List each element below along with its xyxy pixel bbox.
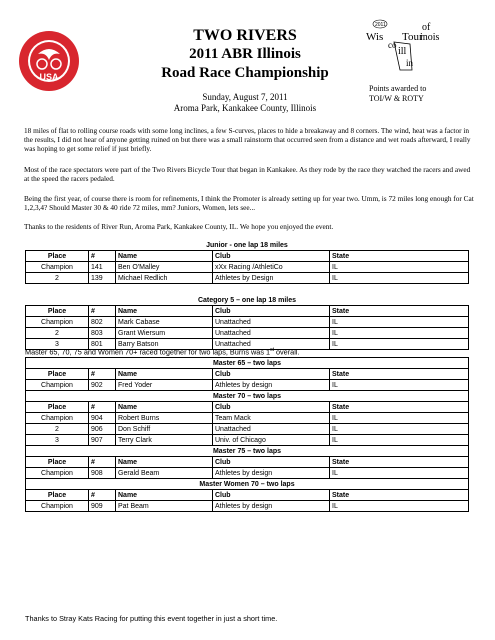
table-header-row: Place # Name Club State: [26, 402, 469, 413]
table-caption: Master Women 70 – two laps: [26, 479, 469, 490]
table-header-row: Place # Name Club State: [26, 490, 469, 501]
wisconsin-tour-of-illinois-logo: [364, 18, 444, 82]
event-name: Road Race Championship: [161, 65, 329, 81]
paragraph-thanks-residents: Thanks to the residents of River Run, Aroma Park, Kankakee County, IL. We hope you enjoyed the event.: [24, 222, 334, 231]
table-row: 2 906 Don Schiff Unattached IL: [26, 424, 469, 435]
masters-results-table: [25, 357, 469, 512]
svg-text:co: co: [388, 40, 397, 50]
table-caption: Master 75 – two laps: [26, 446, 469, 457]
table-caption: Junior - one lap 18 miles: [206, 241, 288, 249]
table-row: Champion 902 Fred Yoder Athletes by design IL: [26, 380, 469, 391]
table-caption: Master 65 – two laps: [26, 358, 469, 369]
footer-thanks: Thanks to Stray Kats Racing for putting this event together in just a short time.: [25, 614, 278, 623]
usa-cycling-logo: [18, 30, 80, 92]
svg-text:USA: USA: [39, 72, 59, 82]
svg-text:inois: inois: [420, 32, 440, 43]
svg-text:Wis: Wis: [366, 31, 384, 43]
table-row: Champion 908 Gerald Beam Athletes by design IL: [26, 468, 469, 479]
table-caption: Master 70 – two laps: [26, 391, 469, 402]
table-header-row: Place # Name Club State: [26, 369, 469, 380]
table-row: 2 803 Grant Wiersum Unattached IL: [26, 328, 469, 339]
paragraph-spectators: Most of the race spectators were part of the Two Rivers Bicycle Tour that began in Kankakee. As they rode by the race they watched the racers and awed at the speed the racers pedaled.: [24, 165, 471, 184]
cat5-results-table: [25, 295, 469, 350]
master-note: Master 65, 70, 75 and Women 70+ raced together for two laps, Burns was 1st overall.: [25, 347, 300, 357]
table-header-row: Place # Name Club State: [26, 306, 469, 317]
page-title: TWO RIVERS: [193, 27, 297, 44]
table-caption: Category 5 – one lap 18 miles: [197, 296, 297, 304]
junior-results-table: [25, 240, 469, 284]
svg-text:in: in: [406, 58, 414, 68]
table-row: 3 801 Barry Batson Unattached IL: [26, 339, 469, 350]
title-block: [140, 26, 350, 114]
table-row: 3 907 Terry Clark Univ. of Chicago IL: [26, 435, 469, 446]
svg-text:Tour: Tour: [402, 31, 423, 43]
table-row: 2 139 Michael Redlich Athletes by Design IL: [26, 273, 469, 284]
table-header-row: Place # Name Club State: [26, 457, 469, 468]
paragraph-first-year: Being the first year, of course there is room for refinements, I think the Promoter is already setting up for year two. Umm, is 72 miles long enough for Cat 1,2,3,4? Should Master 30 & 40 ride 72 miles, mm? Juniors, Women, lets see...: [24, 194, 474, 213]
event-date: Sunday, August 7, 2011: [202, 92, 288, 102]
svg-text:ill: ill: [398, 46, 407, 57]
table-row: Champion 802 Mark Cabase Unattached IL: [26, 317, 469, 328]
table-row: Champion 904 Robert Burns Team Mack IL: [26, 413, 469, 424]
svg-text:2011: 2011: [375, 22, 386, 28]
table-header-row: Place # Name Club State: [26, 251, 469, 262]
page-header: [0, 0, 495, 120]
table-row: Champion 909 Pat Beam Athletes by design IL: [26, 501, 469, 512]
event-location: Aroma Park, Kankakee County, Illinois: [173, 103, 317, 113]
svg-text:of: of: [422, 22, 431, 33]
paragraph-course: 18 miles of flat to rolling course roads with some long inclines, a few S-curves, places to hide a breakaway and 8 corners. The wind, heat was a factor in the results, I did not hear of anyone getting ruined on but there was a small rainstorm that occurred seen from a distance and wet roads afterward, I really was hoping to get some relief if just briefly.: [24, 126, 471, 154]
table-row: Champion 141 Ben O'Malley xXx Racing /AthletiCo IL: [26, 262, 469, 273]
points-note: Points awarded to TOI/W & ROTY: [369, 84, 427, 103]
page-subtitle: 2011 ABR Illinois: [189, 46, 301, 62]
